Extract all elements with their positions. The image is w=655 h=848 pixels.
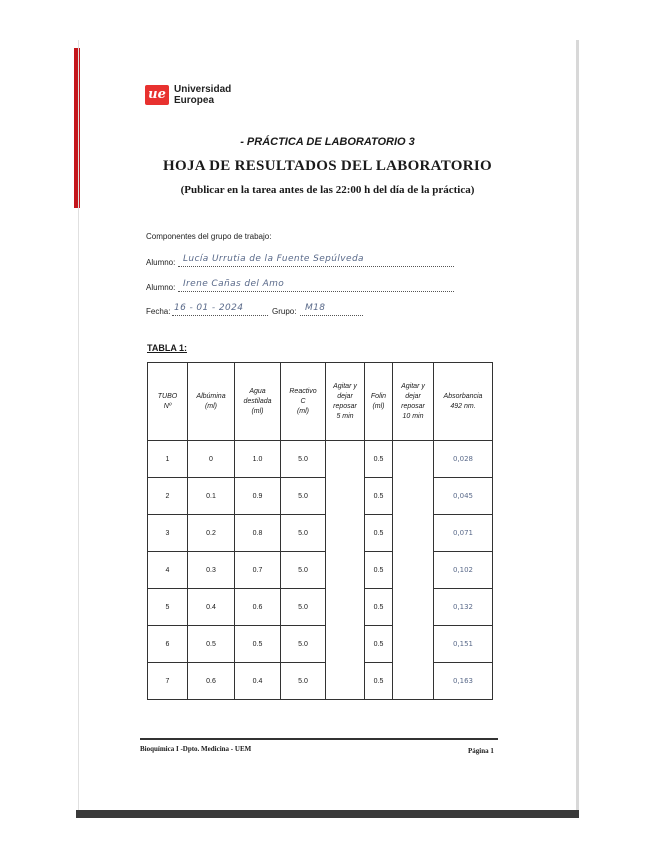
cell-absorbancia: 0,028 xyxy=(434,441,493,478)
footer-department: Bioquímica I -Dpto. Medicina - UEM xyxy=(140,745,252,753)
table-header-row xyxy=(148,363,493,441)
cell-albumina: 0.1 xyxy=(188,478,235,515)
table-row xyxy=(148,441,493,478)
university-logo xyxy=(145,84,231,106)
table-row xyxy=(148,478,493,515)
paper-right-edge xyxy=(576,40,579,815)
header-folin: Folin (ml) xyxy=(365,363,393,441)
ue-logo-mark: ue xyxy=(145,85,169,105)
practice-subtitle: - PRÁCTICA DE LABORATORIO 3 xyxy=(240,136,415,148)
cell-reactivo: 5.0 xyxy=(281,626,326,663)
cell-albumina: 0.5 xyxy=(188,626,235,663)
cell-folin: 0.5 xyxy=(365,626,393,663)
cell-reactivo: 5.0 xyxy=(281,552,326,589)
cell-folin: 0.5 xyxy=(365,478,393,515)
cell-albumina: 0.3 xyxy=(188,552,235,589)
cell-tubo: 3 xyxy=(148,515,188,552)
group-label: Grupo: xyxy=(272,307,297,316)
header-reactivo: Reactivo C (ml) xyxy=(281,363,326,441)
cell-agua: 0.5 xyxy=(235,626,281,663)
cell-reactivo: 5.0 xyxy=(281,515,326,552)
cell-reactivo: 5.0 xyxy=(281,441,326,478)
group-value: M18 xyxy=(305,303,326,313)
table-row xyxy=(148,663,493,700)
header-agua: Agua destilada (ml) xyxy=(235,363,281,441)
cell-agua: 0.6 xyxy=(235,589,281,626)
cell-absorbancia: 0,071 xyxy=(434,515,493,552)
page-title: HOJA DE RESULTADOS DEL LABORATORIO xyxy=(163,158,492,174)
cell-albumina: 0.6 xyxy=(188,663,235,700)
cell-agua: 0.8 xyxy=(235,515,281,552)
cell-folin: 0.5 xyxy=(365,441,393,478)
student1-line xyxy=(178,266,454,267)
cell-folin: 0.5 xyxy=(365,589,393,626)
cell-agitar-5min xyxy=(326,441,365,700)
table-row xyxy=(148,626,493,663)
cell-folin: 0.5 xyxy=(365,663,393,700)
table-label: TABLA 1: xyxy=(147,343,187,353)
cell-agitar-10min xyxy=(393,441,434,700)
header-agitar-5min: Agitar y dejar reposar 5 min xyxy=(326,363,365,441)
cell-absorbancia: 0,163 xyxy=(434,663,493,700)
cell-absorbancia: 0,102 xyxy=(434,552,493,589)
cell-reactivo: 5.0 xyxy=(281,663,326,700)
header-albumina: Albúmina (ml) xyxy=(188,363,235,441)
student1-value: Lucía Urrutia de la Fuente Sepúlveda xyxy=(183,254,364,264)
deadline-note: (Publicar en la tarea antes de las 22:00 h del día de la práctica) xyxy=(180,184,475,196)
student1-label: Alumno: xyxy=(146,258,176,267)
header-tubo: TUBO Nº xyxy=(148,363,188,441)
student2-label: Alumno: xyxy=(146,283,176,292)
cell-folin: 0.5 xyxy=(365,515,393,552)
university-name xyxy=(174,84,231,106)
cell-absorbancia: 0,151 xyxy=(434,626,493,663)
footer-divider xyxy=(140,738,498,740)
cell-agua: 0.7 xyxy=(235,552,281,589)
cell-reactivo: 5.0 xyxy=(281,589,326,626)
student2-value: Irene Cañas del Amo xyxy=(183,279,285,289)
cell-tubo: 1 xyxy=(148,441,188,478)
cell-absorbancia: 0,132 xyxy=(434,589,493,626)
cell-tubo: 6 xyxy=(148,626,188,663)
date-value: 16 - 01 - 2024 xyxy=(174,303,244,313)
cell-folin: 0.5 xyxy=(365,552,393,589)
table-body xyxy=(148,441,493,700)
student2-line xyxy=(178,291,454,292)
university-name-line1: Universidad xyxy=(174,84,232,95)
cell-albumina: 0.4 xyxy=(188,589,235,626)
header-agitar-10min: Agitar y dejar reposar 10 min xyxy=(393,363,434,441)
table-row xyxy=(148,515,493,552)
paper-left-edge xyxy=(78,40,79,810)
cell-tubo: 7 xyxy=(148,663,188,700)
cell-tubo: 2 xyxy=(148,478,188,515)
cell-agua: 1.0 xyxy=(235,441,281,478)
cell-agua: 0.9 xyxy=(235,478,281,515)
cell-tubo: 5 xyxy=(148,589,188,626)
table-row xyxy=(148,589,493,626)
header-absorbancia: Absorbancia 492 nm. xyxy=(434,363,493,441)
university-name-line2: Europea xyxy=(174,95,215,106)
cell-agua: 0.4 xyxy=(235,663,281,700)
group-line xyxy=(300,315,363,316)
table-row xyxy=(148,552,493,589)
cell-albumina: 0 xyxy=(188,441,235,478)
group-components-label: Componentes del grupo de trabajo: xyxy=(146,232,272,241)
footer-page-number: Página 1 xyxy=(468,747,494,755)
cell-tubo: 4 xyxy=(148,552,188,589)
cell-reactivo: 5.0 xyxy=(281,478,326,515)
date-line xyxy=(172,315,268,316)
results-table xyxy=(147,362,493,700)
date-label: Fecha: xyxy=(146,307,171,316)
cell-albumina: 0.2 xyxy=(188,515,235,552)
cell-absorbancia: 0,045 xyxy=(434,478,493,515)
paper-bottom-edge xyxy=(76,810,579,818)
